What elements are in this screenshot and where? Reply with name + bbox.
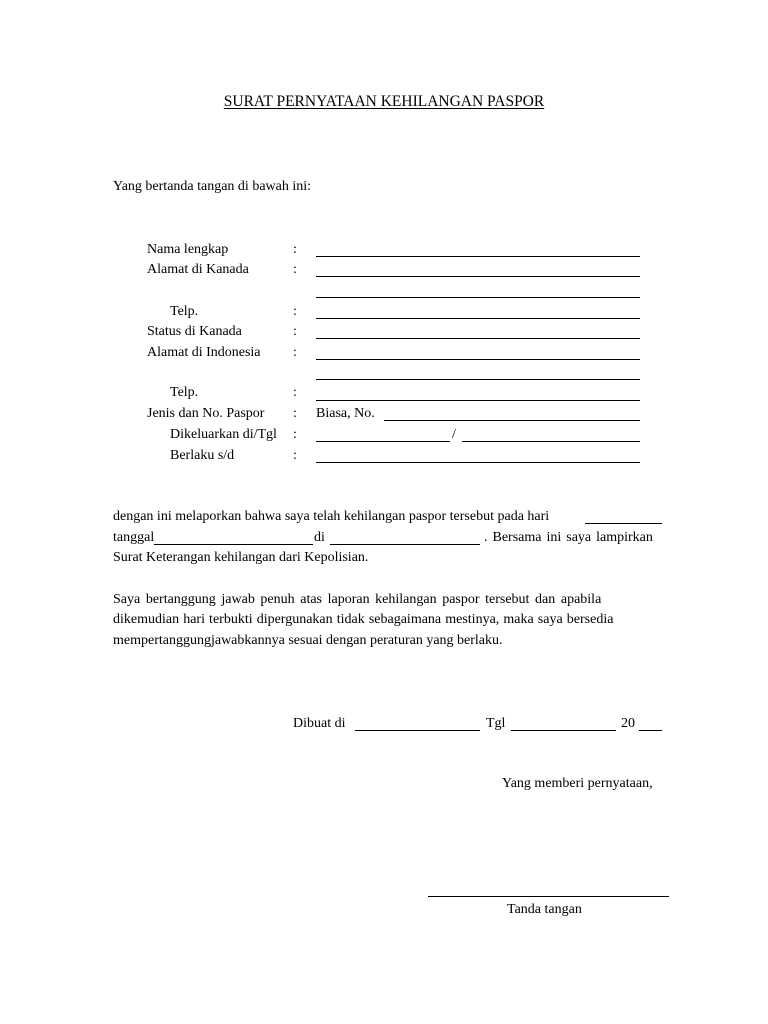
field-colon: : bbox=[293, 304, 297, 319]
field-label-berlaku: Berlaku s/d bbox=[170, 448, 235, 463]
field-blank-status-kanada[interactable] bbox=[316, 338, 640, 339]
blank-date[interactable] bbox=[511, 730, 616, 731]
field-colon: : bbox=[293, 324, 297, 339]
field-label-telp-kanada: Telp. bbox=[170, 304, 199, 319]
field-blank-dikeluarkan-di[interactable] bbox=[316, 441, 450, 442]
field-blank-alamat-indonesia[interactable] bbox=[316, 359, 640, 360]
signature-caption: Tanda tangan bbox=[507, 902, 582, 917]
declarant-label: Yang memberi pernyataan, bbox=[502, 776, 653, 791]
field-blank-alamat-indonesia-2[interactable] bbox=[316, 379, 640, 380]
paragraph-report-line-3: Surat Keterangan kehilangan dari Kepolisian. bbox=[113, 550, 369, 565]
paragraph-report-line-2c: . Bersama ini saya lampirkan bbox=[484, 530, 653, 545]
field-label-nama-lengkap: Nama lengkap bbox=[147, 242, 229, 257]
field-separator-slash: / bbox=[452, 427, 456, 442]
intro-text: Yang bertanda tangan di bawah ini: bbox=[113, 179, 312, 194]
field-label-dikeluarkan: Dikeluarkan di/Tgl bbox=[170, 427, 277, 442]
blank-tanggal[interactable] bbox=[154, 544, 313, 545]
field-colon: : bbox=[293, 262, 297, 277]
paragraph-responsibility-line-3: mempertanggungjawabkannya sesuai dengan peraturan yang berlaku. bbox=[113, 633, 503, 648]
year-prefix: 20 bbox=[621, 716, 635, 731]
date-label: Tgl bbox=[486, 716, 506, 731]
field-blank-nama-lengkap[interactable] bbox=[316, 256, 640, 257]
paragraph-report-line-1: dengan ini melaporkan bahwa saya telah kehilangan paspor tersebut pada hari bbox=[113, 509, 550, 524]
field-label-jenis-paspor: Jenis dan No. Paspor bbox=[147, 406, 265, 421]
field-colon: : bbox=[293, 385, 297, 400]
field-blank-telp-kanada[interactable] bbox=[316, 318, 640, 319]
document-title: SURAT PERNYATAAN KEHILANGAN PASPOR bbox=[223, 93, 545, 110]
field-value-paspor-prefix: Biasa, No. bbox=[316, 406, 375, 421]
made-at-label: Dibuat di bbox=[293, 716, 346, 731]
field-colon: : bbox=[293, 427, 297, 442]
field-blank-alamat-kanada-2[interactable] bbox=[316, 297, 640, 298]
paragraph-report-line-2b: di bbox=[314, 530, 325, 545]
field-colon: : bbox=[293, 242, 297, 257]
field-blank-berlaku[interactable] bbox=[316, 462, 640, 463]
field-blank-alamat-kanada[interactable] bbox=[316, 276, 640, 277]
blank-hari[interactable] bbox=[585, 523, 662, 524]
field-label-alamat-indonesia: Alamat di Indonesia bbox=[147, 345, 261, 360]
blank-lokasi[interactable] bbox=[330, 544, 480, 545]
field-colon: : bbox=[293, 448, 297, 463]
blank-made-at[interactable] bbox=[355, 730, 480, 731]
field-label-alamat-kanada: Alamat di Kanada bbox=[147, 262, 249, 277]
field-label-status-kanada: Status di Kanada bbox=[147, 324, 242, 339]
field-colon: : bbox=[293, 406, 297, 421]
paragraph-responsibility-line-1: Saya bertanggung jawab penuh atas laporan kehilangan paspor tersebut dan apabila bbox=[113, 592, 602, 607]
field-colon: : bbox=[293, 345, 297, 360]
paragraph-responsibility-line-2: dikemudian hari terbukti dipergunakan tidak sebagaimana mestinya, maka saya bersedia bbox=[113, 612, 614, 627]
field-label-telp-indonesia: Telp. bbox=[170, 385, 199, 400]
field-blank-telp-indonesia[interactable] bbox=[316, 400, 640, 401]
blank-year[interactable] bbox=[639, 730, 662, 731]
field-blank-nomor-paspor[interactable] bbox=[384, 420, 640, 421]
field-blank-dikeluarkan-tgl[interactable] bbox=[462, 441, 640, 442]
paragraph-report-line-2a: tanggal bbox=[113, 530, 155, 545]
signature-line[interactable] bbox=[428, 896, 669, 897]
